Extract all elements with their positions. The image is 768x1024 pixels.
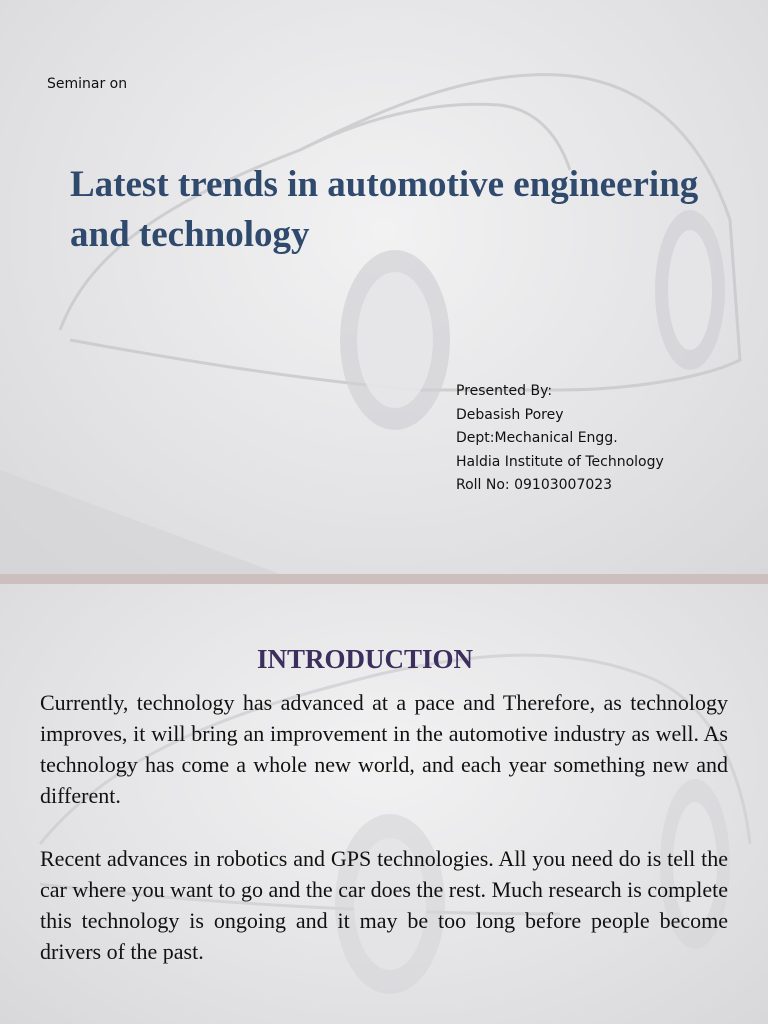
presenter-name: Debasish Porey: [456, 406, 564, 423]
seminar-label: Seminar on: [47, 76, 128, 92]
presenter-heading: Presented By:: [456, 383, 553, 399]
slide-divider: [0, 574, 768, 584]
introduction-slide: [0, 584, 768, 1024]
presenter-block: [456, 380, 664, 498]
presenter-roll: Roll No: 09103007023: [456, 477, 613, 493]
presenter-institute: Haldia Institute of Technology: [456, 453, 664, 470]
intro-paragraph-2: Recent advances in robotics and GPS technologies. All you need do is tell the car where you want to go and the car does the rest. Much research is complete this technology is ongoing and it may be too long before people become drivers of the past.: [40, 846, 728, 964]
introduction-heading: INTRODUCTION: [256, 644, 474, 674]
slide-title: Latest trends in automotive engineering and technology: [70, 164, 699, 255]
intro-paragraph-1: Currently, technology has advanced at a pace and Therefore, as technology improves, it will bring an improvement in the automotive industry as well. As technology has come a whole new world, and each year something new and different.: [40, 690, 728, 808]
presenter-dept: Dept:Mechanical Engg.: [456, 430, 618, 446]
